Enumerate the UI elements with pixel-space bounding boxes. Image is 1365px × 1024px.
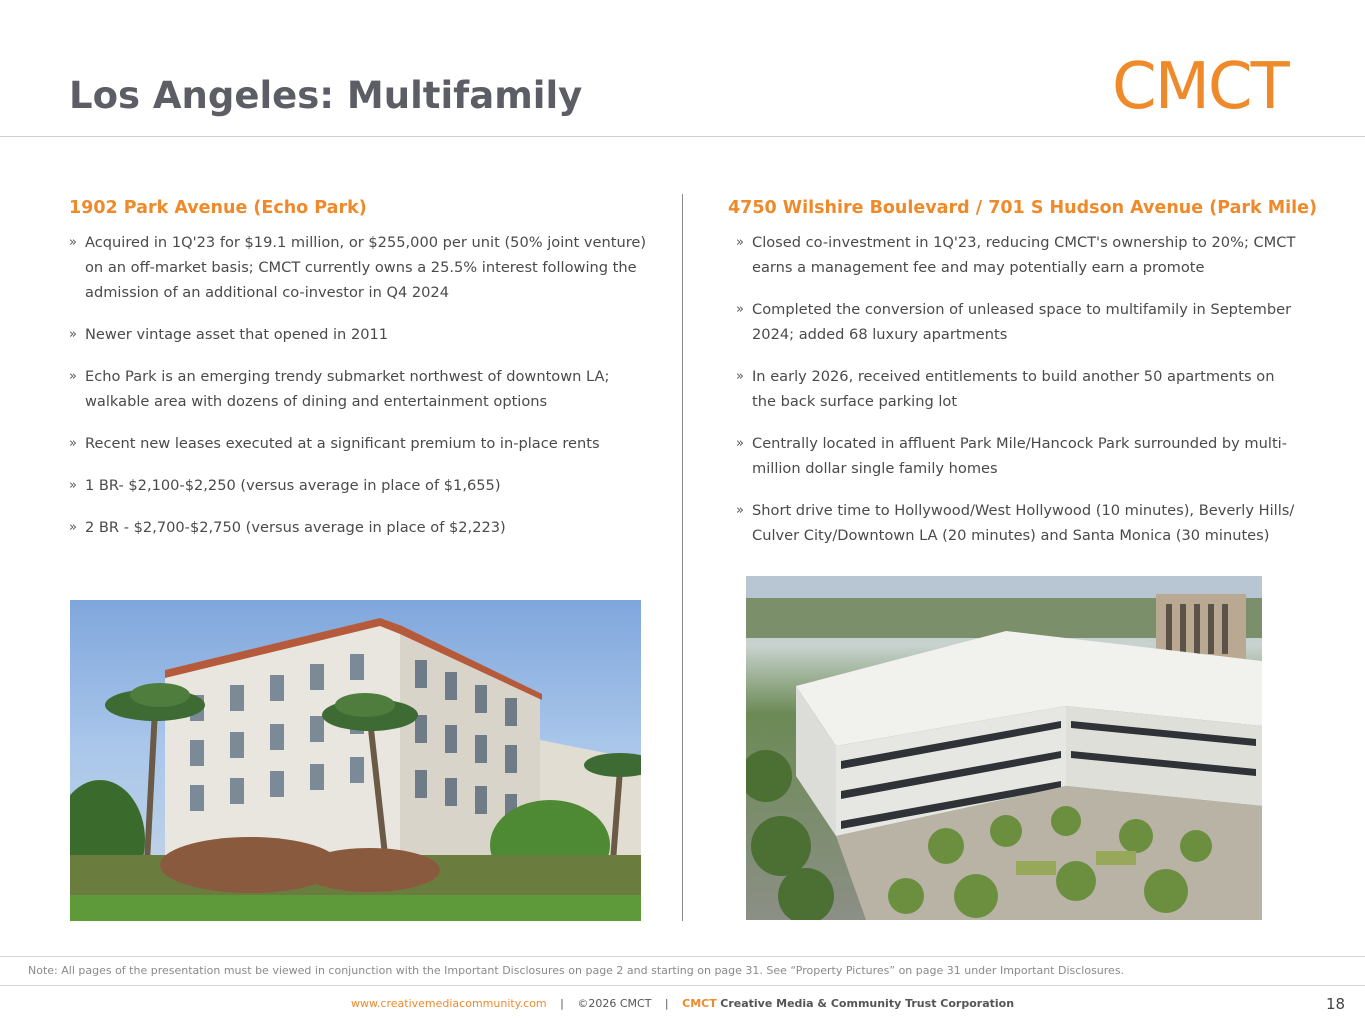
echo-park-building-illustration	[70, 600, 641, 921]
footer-separator: |	[560, 997, 564, 1010]
left-bullet-list	[69, 230, 659, 540]
footer-separator: |	[664, 997, 669, 1010]
footer-divider-bottom	[0, 985, 1365, 986]
bullet-text: Completed the conversion of unleased space to multifamily in September 2024; added 68 luxury apartments	[752, 301, 1292, 343]
bullet-mark: »	[736, 369, 744, 384]
bullet-text: Recent new leases executed at a significant premium to in-place rents	[85, 435, 600, 452]
list-item	[736, 498, 1298, 548]
bullet-text: Closed co-investment in 1Q'23, reducing CMCT's ownership to 20%; CMCT earns a management fee and may potentially earn a promote	[752, 234, 1296, 276]
bullet-mark: »	[69, 520, 77, 535]
copyright: ©2026 CMCT	[577, 997, 652, 1010]
footer-divider-top	[0, 956, 1365, 957]
park-mile-aerial-illustration	[746, 576, 1262, 920]
bullet-mark: »	[736, 503, 744, 518]
right-column	[728, 198, 1318, 565]
bullet-text: In early 2026, received entitlements to build another 50 apartments on the back surface parking lot	[752, 368, 1275, 410]
list-item	[736, 230, 1298, 280]
disclosure-note: Note: All pages of the presentation must be viewed in conjunction with the Important Disclosures on page 2 and starting on page 31. See “Property Pictures” on page 31 under Important Disclosures.	[28, 964, 1125, 977]
bullet-text: Centrally located in affluent Park Mile/Hancock Park surrounded by multi-million dollar single family homes	[752, 435, 1287, 477]
bullet-mark: »	[69, 235, 77, 250]
page-number: 18	[1326, 995, 1346, 1013]
list-item	[69, 230, 659, 305]
column-divider	[682, 194, 683, 921]
left-heading: 1902 Park Avenue (Echo Park)	[69, 198, 367, 218]
list-item	[69, 364, 659, 414]
bullet-mark: »	[736, 235, 744, 250]
list-item	[736, 364, 1298, 414]
footer-brand: CMCT	[682, 997, 717, 1010]
list-item	[69, 473, 659, 498]
park-mile-aerial-photo	[746, 576, 1262, 920]
bullet-text: Echo Park is an emerging trendy submarket northwest of downtown LA; walkable area with dozens of dining and entertainment options	[85, 368, 610, 410]
bullet-text: Short drive time to Hollywood/West Hollywood (10 minutes), Beverly Hills/ Culver City/Downtown LA (20 minutes) and Santa Monica (30 minutes)	[752, 502, 1295, 544]
right-heading: 4750 Wilshire Boulevard / 701 S Hudson Avenue (Park Mile)	[728, 198, 1318, 218]
bullet-text: 1 BR- $2,100-$2,250 (versus average in place of $1,655)	[85, 477, 501, 494]
left-column	[69, 198, 659, 557]
right-bullet-list	[728, 230, 1298, 548]
cmct-logo: CMCT	[1112, 50, 1288, 124]
list-item	[69, 431, 659, 456]
bullet-text: Newer vintage asset that opened in 2011	[85, 326, 389, 343]
list-item	[69, 515, 659, 540]
bullet-mark: »	[69, 436, 77, 451]
footer	[0, 997, 1365, 1010]
bullet-mark: »	[69, 327, 77, 342]
header-divider	[0, 136, 1365, 137]
bullet-mark: »	[736, 302, 744, 317]
bullet-mark: »	[69, 369, 77, 384]
list-item	[736, 297, 1298, 347]
website-link[interactable]: www.creativemediacommunity.com	[350, 997, 547, 1010]
bullet-text: Acquired in 1Q'23 for $19.1 million, or $255,000 per unit (50% joint venture) on an off-market basis; CMCT currently owns a 25.5% interest following the admission of an additional co-investor in Q4 2024	[85, 234, 647, 301]
list-item	[69, 322, 659, 347]
bullet-text: 2 BR - $2,700-$2,750 (versus average in place of $2,223)	[85, 519, 506, 536]
bullet-mark: »	[736, 436, 744, 451]
footer-corporation: Creative Media & Community Trust Corporation	[720, 997, 1015, 1010]
list-item	[736, 431, 1298, 481]
page-title: Los Angeles: Multifamily	[69, 74, 583, 117]
bullet-mark: »	[69, 478, 77, 493]
echo-park-building-photo	[70, 600, 641, 921]
